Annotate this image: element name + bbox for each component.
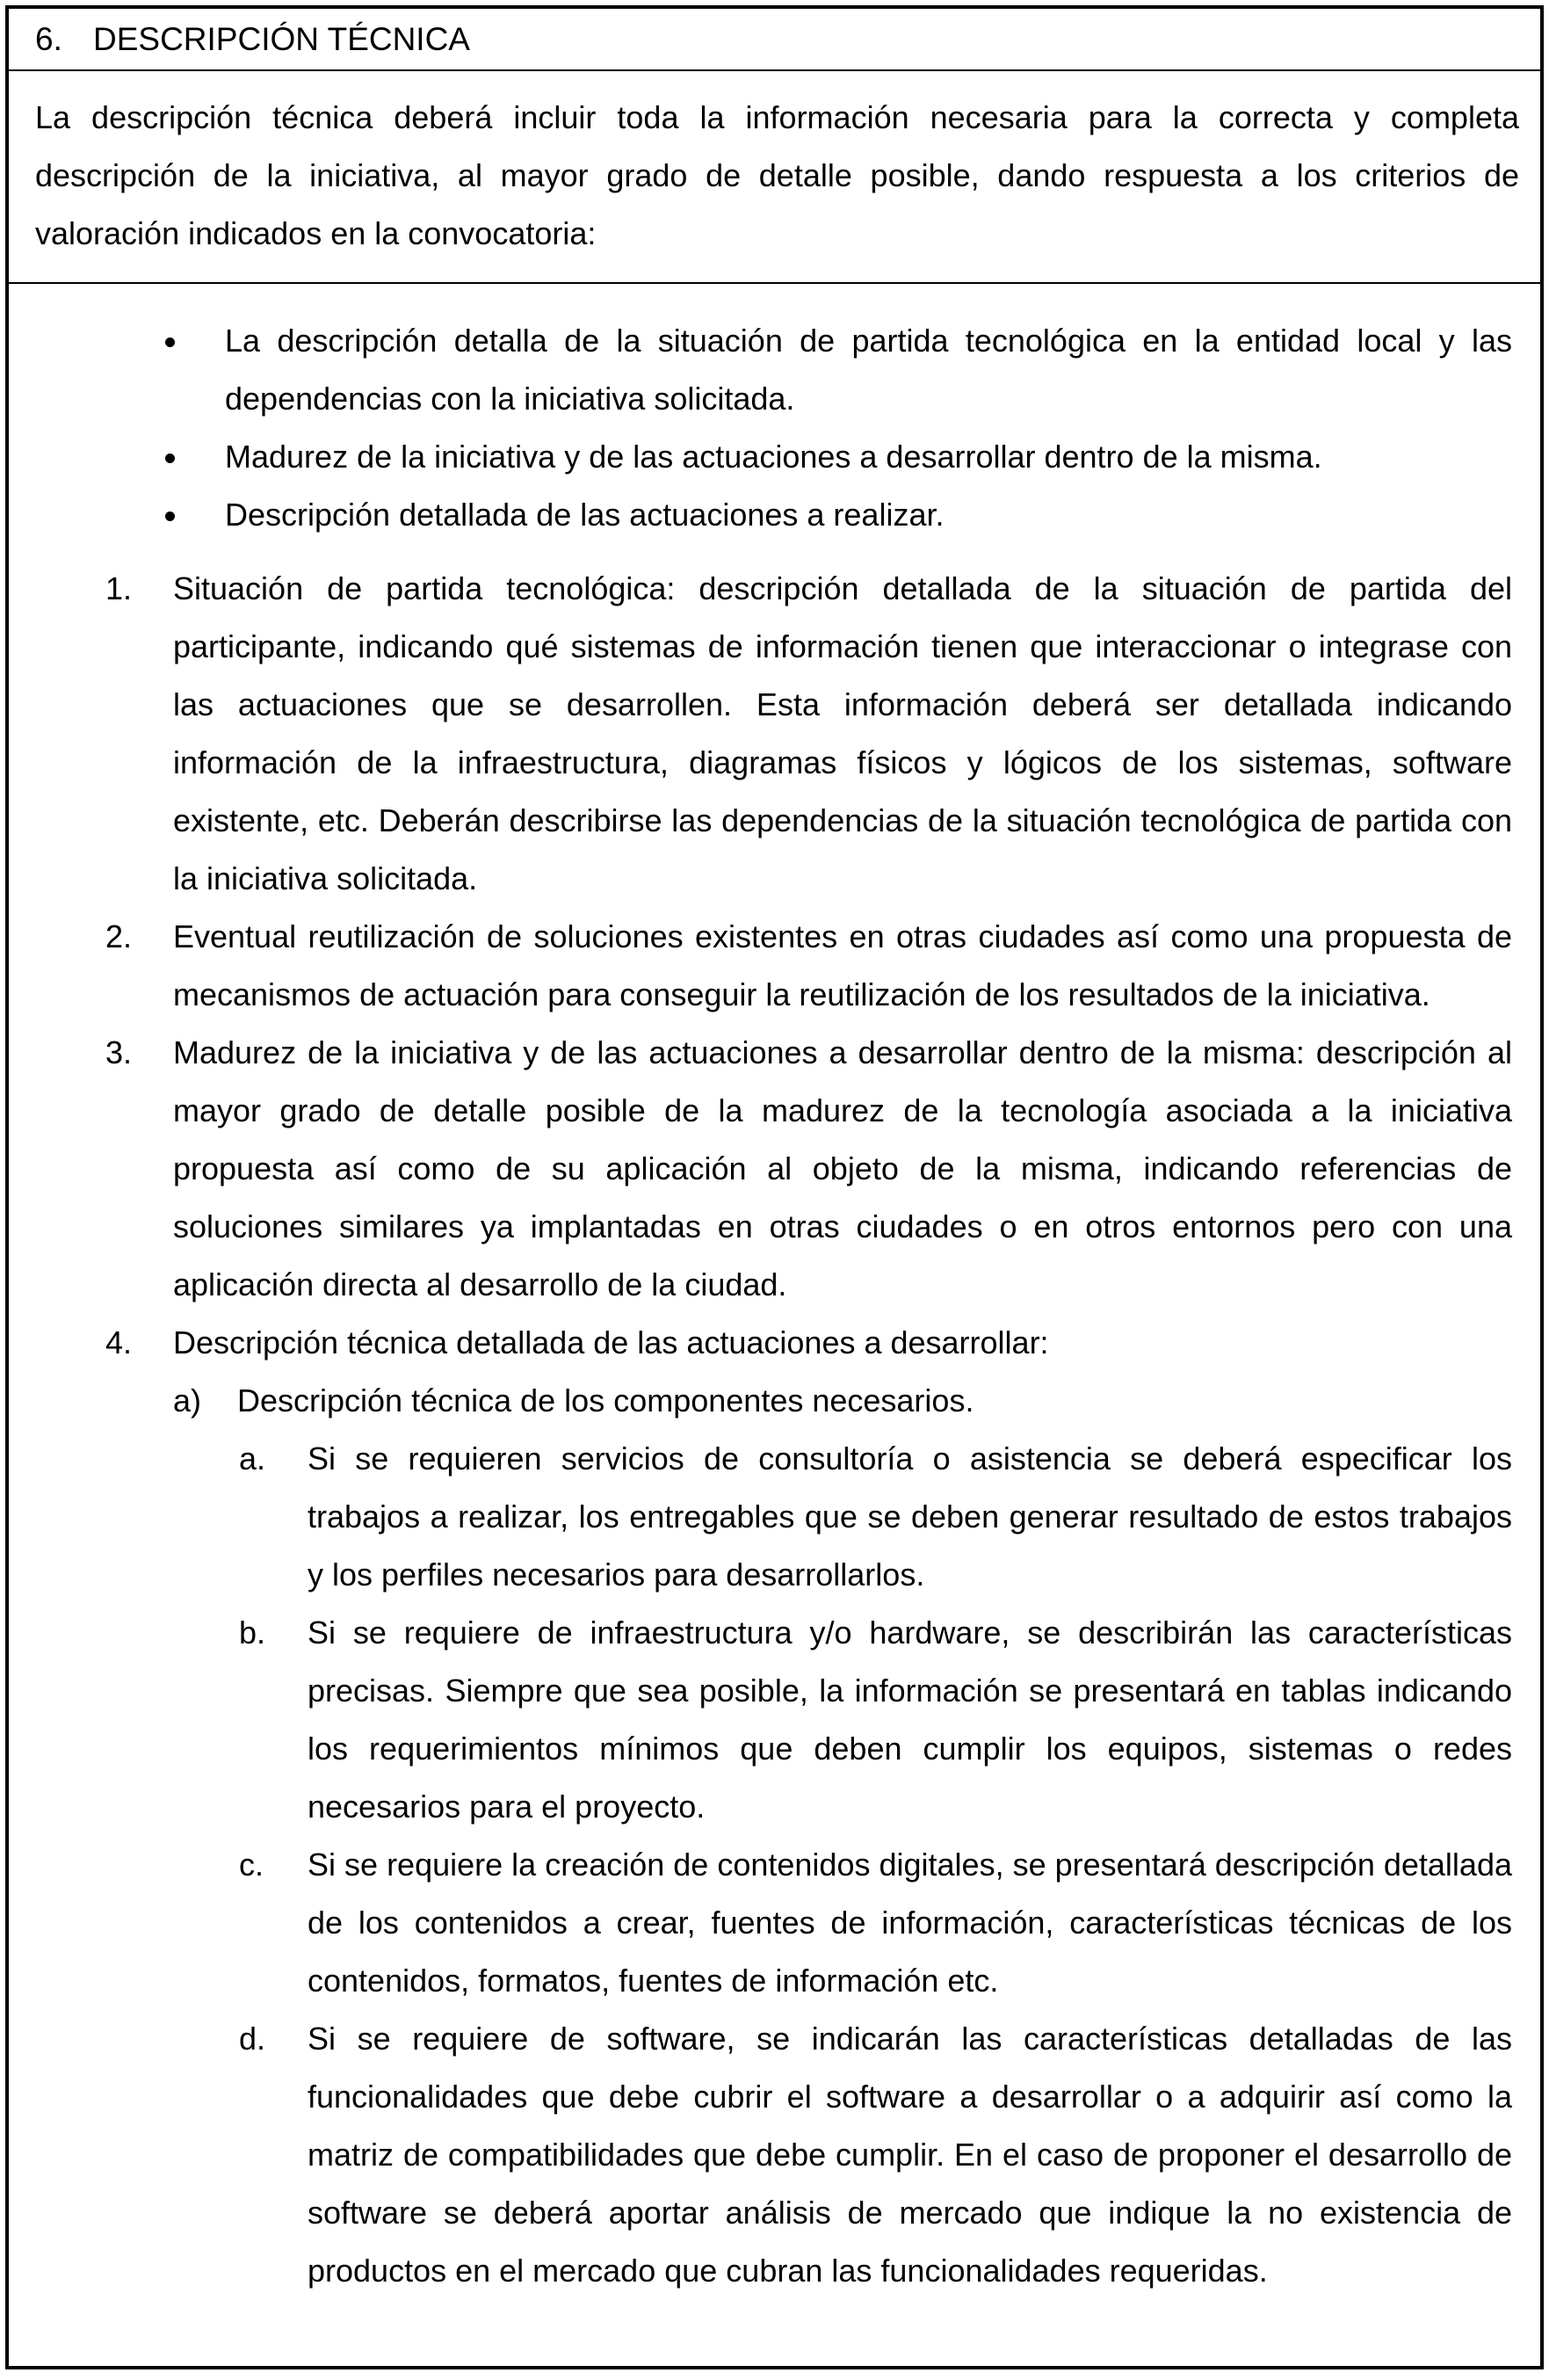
item-number: 3.: [105, 1034, 133, 1070]
bullet-icon: [165, 337, 175, 347]
sub-section-a: [173, 1372, 1512, 1430]
criteria-list: [35, 312, 1512, 544]
lettered-item: [173, 1836, 1512, 2010]
item-text: Eventual reutilización de soluciones existentes en otras ciudades así como una propuesta de mecanismos de actuación para conseguir la reutilización de los resultados de la iniciativa.: [173, 918, 1512, 1012]
item-number: 1.: [105, 570, 133, 606]
bullet-icon: [165, 512, 175, 521]
item-text: Si se requiere de infraestructura y/o hardware, se describirán las características precisas. Siempre que sea posible, la información se presentará en tablas indicando los requerimientos mínimos que deben cumplir los equipos, sistemas o redes necesarios para el proyecto.: [308, 1614, 1512, 1825]
criteria-text: La descripción detalla de la situación de partida tecnológica en la entidad local y las dependencias con la iniciativa solicitada.: [225, 323, 1512, 417]
section-title: DESCRIPCIÓN TÉCNICA: [93, 20, 470, 57]
document-box: [5, 5, 1544, 2369]
item-number: 2.: [105, 918, 133, 954]
criteria-item: [35, 486, 1512, 544]
section-number: 6.: [35, 20, 62, 57]
bullet-icon: [165, 454, 175, 463]
item-letter: c.: [239, 1847, 264, 1883]
numbered-item: [35, 1314, 1512, 1430]
item-text: Situación de partida tecnológica: descripción detallada de la situación de partida del participante, indicando qué sistemas de información tienen que interaccionar o integrase con las actuaciones que se desarrollen. Esta información deberá ser detallada indicando información de la infraestructura, diagramas físicos y lógicos de los sistemas, software existente, etc. Deberán describirse las dependencias de la situación tecnológica de partida con la iniciativa solicitada.: [173, 570, 1512, 896]
section-header: [9, 9, 1540, 71]
intro-paragraph: La descripción técnica deberá incluir toda la información necesaria para la correcta y completa descripción de la iniciativa, al mayor grado de detalle posible, dando respuesta a los criterios de valoración indicados en la convocatoria:: [9, 71, 1540, 284]
item-letter: b.: [239, 1614, 266, 1651]
numbered-item: [35, 1024, 1512, 1314]
item-number: 4.: [105, 1324, 133, 1361]
lettered-item: [173, 2010, 1512, 2300]
numbered-list: [35, 560, 1512, 1430]
sub-section-marker: a): [173, 1382, 202, 1419]
lettered-list: [173, 1430, 1512, 2300]
item-text: Si se requiere de software, se indicarán las características detalladas de las funcionalidades que debe cubrir el software a desarrollar o a adquirir así como la matriz de compatibilidades que debe cumplir. En el caso de proponer el desarrollo de software se deberá aportar análisis de mercado que indique la no existencia de productos en el mercado que cubran las funcionalidades requeridas.: [308, 2021, 1512, 2289]
item-letter: d.: [239, 2021, 266, 2057]
criteria-item: [35, 312, 1512, 428]
numbered-item: [35, 560, 1512, 908]
criteria-text: Descripción detallada de las actuaciones a realizar.: [225, 497, 945, 533]
item-letter: a.: [239, 1440, 266, 1477]
numbered-item: [35, 908, 1512, 1024]
item-text: Si se requiere la creación de contenidos digitales, se presentará descripción detallada de los contenidos a crear, fuentes de información, características técnicas de los contenidos, formatos, fuentes de información etc.: [308, 1847, 1512, 1999]
criteria-item: [35, 428, 1512, 486]
lettered-item: [173, 1604, 1512, 1836]
lettered-item: [173, 1430, 1512, 1604]
criteria-text: Madurez de la iniciativa y de las actuaciones a desarrollar dentro de la misma.: [225, 439, 1322, 475]
content-body: [9, 284, 1540, 2300]
item-text: Si se requieren servicios de consultoría o asistencia se deberá especificar los trabajos a realizar, los entregables que se deben generar resultado de estos trabajos y los perfiles necesarios para desarrollarlos.: [308, 1440, 1512, 1593]
sub-section-text: Descripción técnica de los componentes necesarios.: [237, 1382, 974, 1419]
item-text: Descripción técnica detallada de las actuaciones a desarrollar:: [173, 1324, 1049, 1361]
item-text: Madurez de la iniciativa y de las actuaciones a desarrollar dentro de la misma: descripción al mayor grado de detalle posible de la madurez de la tecnología asociada a la iniciativa propuesta así como de su aplicación al objeto de la misma, indicando referencias de soluciones similares ya implantadas en otras ciudades o en otros entornos pero con una aplicación directa al desarrollo de la ciudad.: [173, 1034, 1512, 1302]
